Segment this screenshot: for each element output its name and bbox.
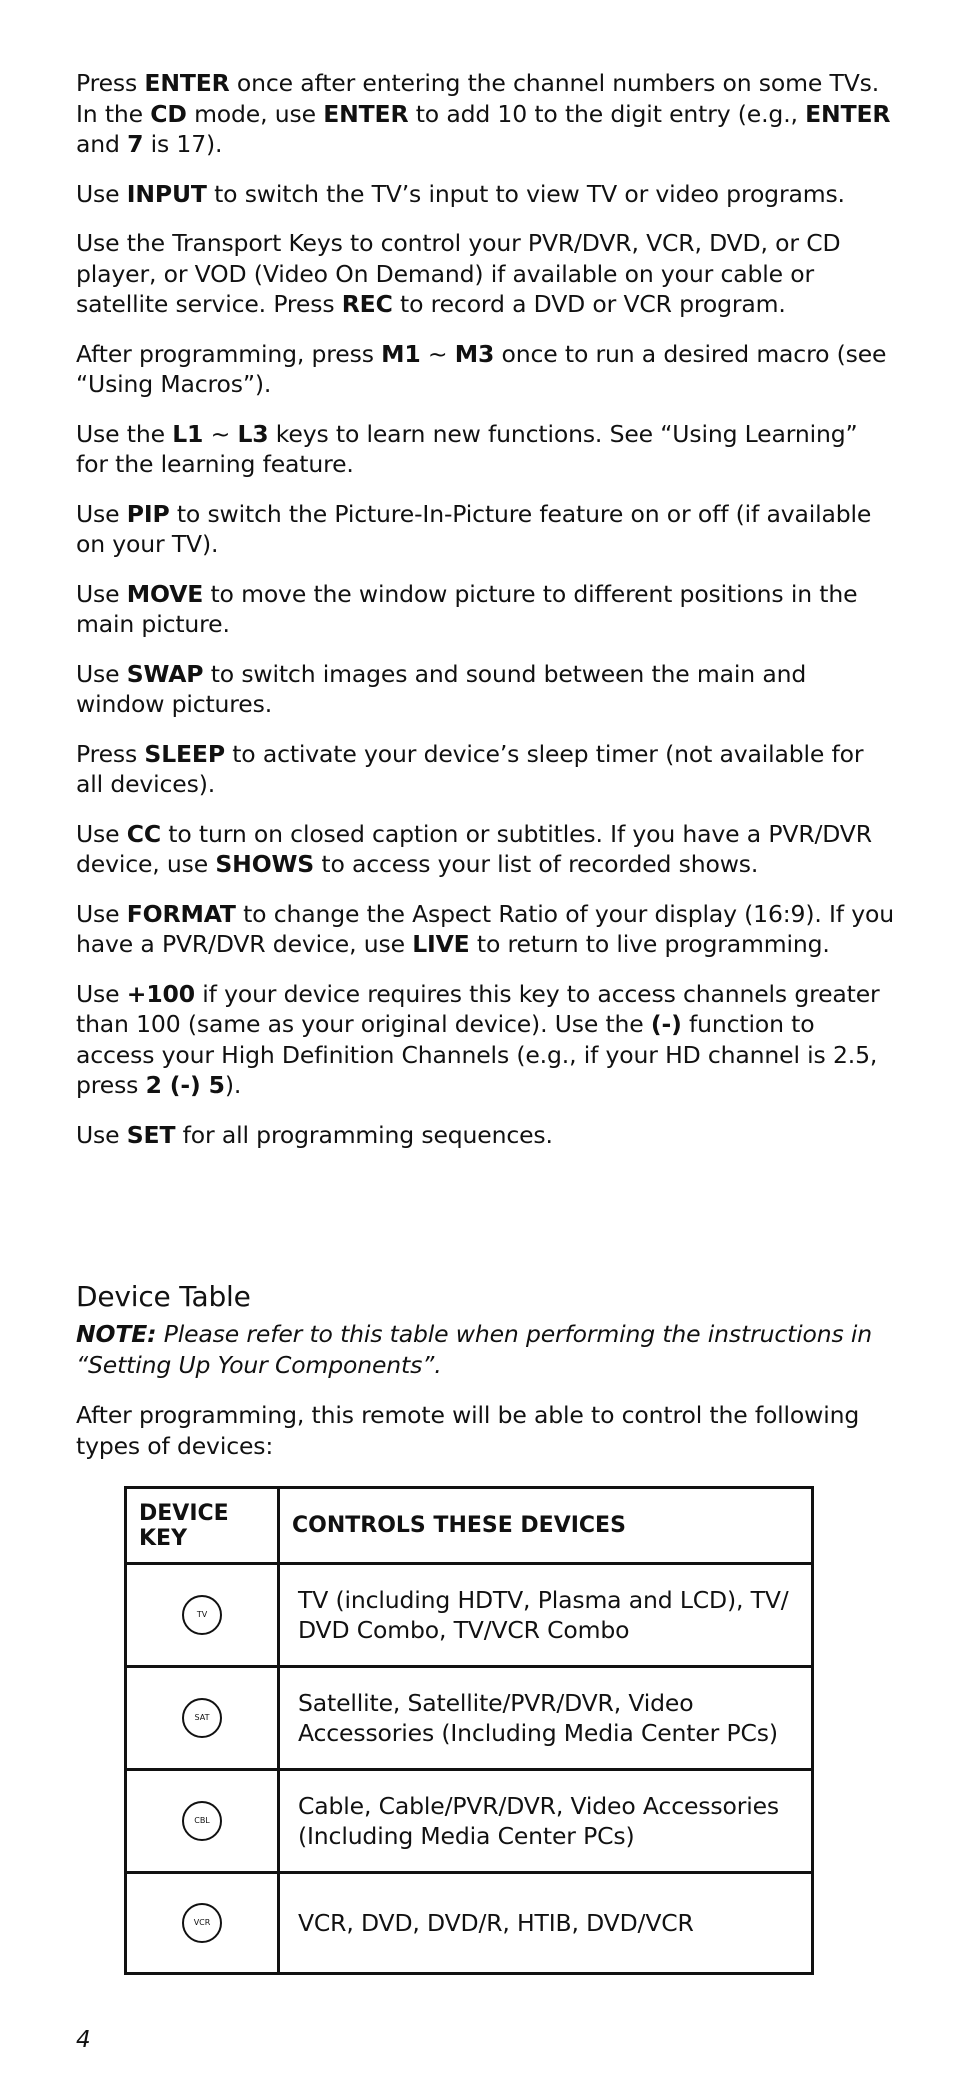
text-run: to move the window picture to different positions in the main picture.	[76, 579, 858, 638]
table-row	[126, 1564, 813, 1667]
text-run: to access your list of recorded shows.	[314, 850, 759, 878]
key-name: +100	[126, 979, 195, 1008]
text-run: once to run a desired macro (see “Using Macros”).	[76, 339, 887, 398]
text-run: ~	[203, 419, 238, 448]
device-table-title: Device Table	[76, 1280, 251, 1313]
text-run: to return to live programming.	[469, 930, 830, 958]
text-run: Use	[76, 659, 127, 688]
text-run: Use	[76, 979, 127, 1008]
key-name: FORMAT	[126, 899, 236, 928]
text-run: Use	[76, 899, 127, 928]
text-run: and	[76, 130, 128, 158]
key-name: LIVE	[412, 930, 470, 958]
text-run: to switch the TV’s input to view TV or video programs.	[206, 179, 845, 208]
key-name: M3	[454, 339, 495, 368]
key-name: 7	[127, 130, 144, 158]
key-name: (-)	[650, 1010, 682, 1038]
instruction-paragraph	[76, 419, 896, 480]
device-key-cell	[126, 1564, 279, 1667]
key-name: MOVE	[126, 579, 204, 608]
text-run: to add 10 to the digit entry (e.g.,	[408, 99, 806, 128]
text-run: Use	[76, 499, 127, 528]
text-run: keys to learn new functions. See “Using Learning” for the learning feature.	[76, 419, 858, 478]
instruction-paragraph	[76, 979, 896, 1101]
text-run: to turn on closed caption or subtitles. If you have a PVR/DVR device, use	[76, 819, 872, 878]
text-run: to activate your device’s sleep timer (not available for all devices).	[76, 739, 864, 798]
key-name: 2 (-) 5	[145, 1071, 225, 1099]
text-run: Use	[76, 819, 127, 848]
instruction-paragraph	[76, 228, 896, 320]
header-controls: CONTROLS THESE DEVICES	[279, 1488, 813, 1564]
table-row	[126, 1667, 813, 1770]
key-name: L3	[237, 419, 269, 448]
text-run: to switch the Picture-In-Picture feature on or off (if available on your TV).	[76, 499, 872, 558]
text-run: Use	[76, 1120, 127, 1149]
text-run: to switch images and sound between the main and window pictures.	[76, 659, 807, 718]
device-description: VCR, DVD, DVD/R, HTIB, DVD/VCR	[279, 1873, 813, 1974]
device-description: Cable, Cable/PVR/DVR, Video Accessories (Including Media Center PCs)	[279, 1770, 813, 1873]
instruction-paragraph	[76, 68, 896, 160]
key-name: L1	[172, 419, 204, 448]
instruction-paragraph	[76, 899, 896, 960]
key-name: SET	[126, 1120, 176, 1149]
text-run: After programming, press	[76, 339, 382, 368]
key-name: PIP	[126, 499, 170, 528]
device-description: Satellite, Satellite/PVR/DVR, Video Accessories (Including Media Center PCs)	[279, 1667, 813, 1770]
text-run: Use the	[76, 419, 173, 448]
sat-key-icon: SAT	[182, 1698, 222, 1738]
text-run: is 17).	[143, 130, 223, 158]
key-name: M1	[381, 339, 421, 368]
key-name: ENTER	[323, 99, 409, 128]
key-name: SWAP	[126, 659, 204, 688]
text-run: once after entering the channel numbers on some TVs. In the	[76, 69, 880, 128]
text-run: Use	[76, 579, 127, 608]
device-key-cell	[126, 1667, 279, 1770]
table-row	[126, 1873, 813, 1974]
header-device-key: DEVICE KEY	[126, 1488, 279, 1564]
instruction-paragraph	[76, 819, 896, 880]
text-run: to change the Aspect Ratio of your display (16:9). If you have a PVR/DVR device, use	[76, 899, 894, 958]
text-run: Press	[76, 739, 145, 768]
text-run: Press	[76, 69, 145, 97]
tv-key-icon: TV	[182, 1595, 222, 1635]
text-run: Use	[76, 179, 127, 208]
device-description: TV (including HDTV, Plasma and LCD), TV/ DVD Combo, TV/VCR Combo	[279, 1564, 813, 1667]
instruction-paragraph	[76, 499, 896, 560]
text-run: mode, use	[186, 99, 324, 128]
page-number: 4	[76, 2027, 91, 2053]
key-name: ENTER	[144, 69, 230, 97]
text-run: Use the Transport Keys to control your PVR/DVR, VCR, DVD, or CD player, or VOD (Video On Demand) if available on your cable or satellite service. Press	[76, 229, 841, 318]
instruction-paragraph	[76, 339, 896, 400]
instruction-paragraph	[76, 739, 896, 800]
device-table-intro: After programming, this remote will be able to control the following types of devices:	[76, 1401, 860, 1460]
text-run: to record a DVD or VCR program.	[392, 290, 786, 318]
key-name: CC	[126, 819, 161, 848]
instruction-paragraph	[76, 179, 896, 210]
instruction-paragraph	[76, 1120, 896, 1151]
note-label: NOTE:	[76, 1320, 157, 1348]
note-text: Please refer to this table when performing the instructions in “Setting Up Your Components”.	[76, 1320, 873, 1379]
device-table-note	[76, 1319, 896, 1380]
table-row	[126, 1770, 813, 1873]
cbl-key-icon: CBL	[182, 1801, 222, 1841]
key-name: ENTER	[805, 99, 891, 128]
device-table-header-row	[126, 1488, 813, 1564]
device-key-cell	[126, 1873, 279, 1974]
instruction-paragraph	[76, 579, 896, 640]
vcr-key-icon: VCR	[182, 1903, 222, 1943]
text-run: for all programming sequences.	[175, 1120, 553, 1149]
text-run: ~	[420, 339, 455, 368]
key-name: SHOWS	[215, 850, 315, 878]
key-name: CD	[150, 99, 187, 128]
text-run: function to access your High Definition Channels (e.g., if your HD channel is 2.5, press	[76, 1010, 878, 1099]
instructions-body	[76, 68, 896, 1169]
device-table	[124, 1486, 814, 1975]
key-name: INPUT	[126, 179, 207, 208]
text-run: if your device requires this key to access channels greater than 100 (same as your original device). Use the	[76, 979, 880, 1038]
device-key-cell	[126, 1770, 279, 1873]
text-run: ).	[224, 1071, 242, 1099]
instruction-paragraph	[76, 659, 896, 720]
key-name: SLEEP	[144, 739, 225, 768]
key-name: REC	[341, 290, 393, 318]
